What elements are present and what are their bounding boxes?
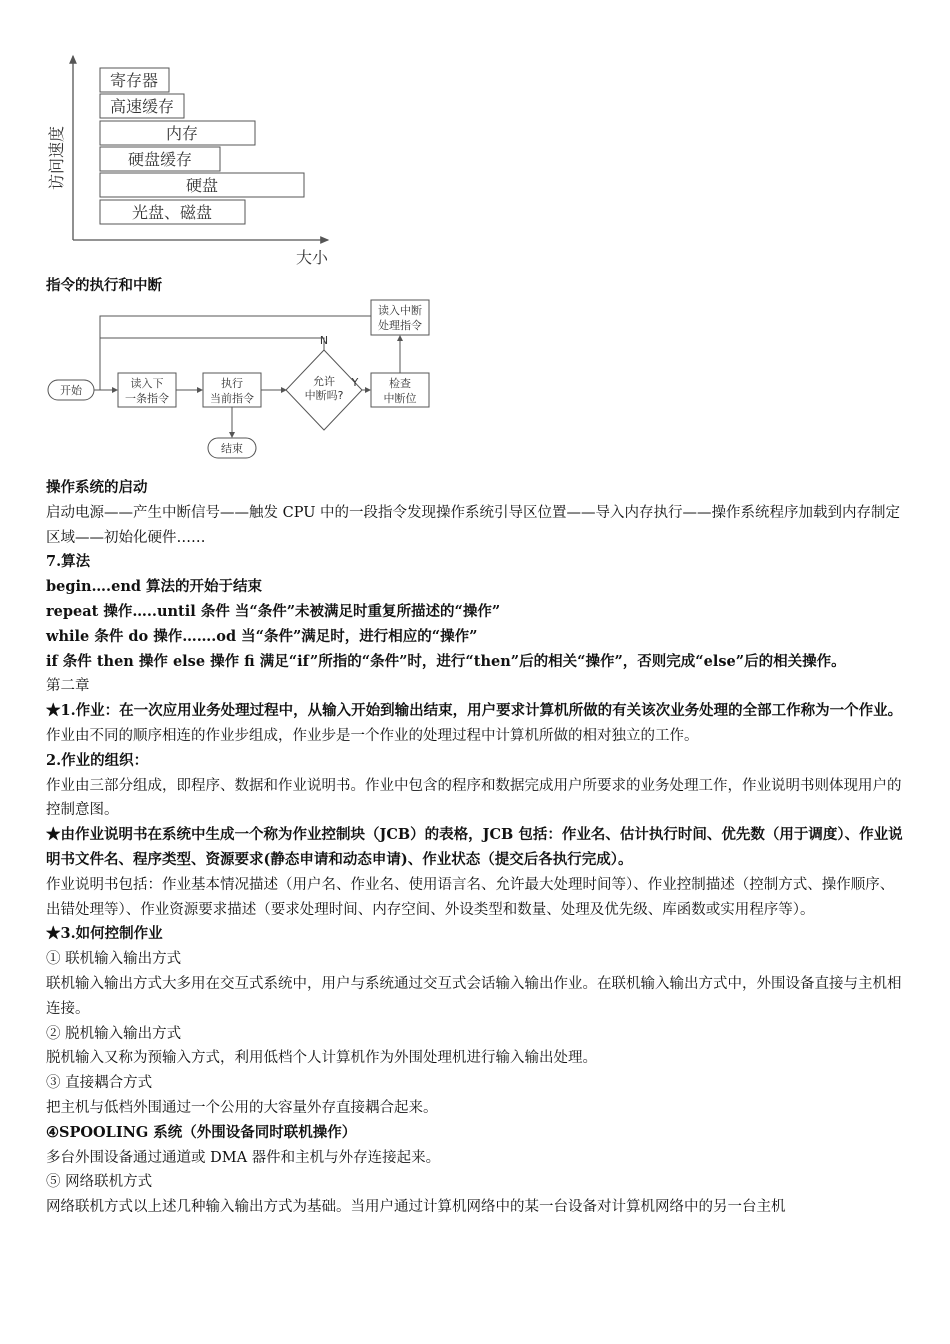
paragraph: 把主机与低档外围通过一个公用的大容量外存直接耦合起来。 — [46, 1099, 438, 1116]
flowchart-heading: 指令的执行和中断 — [46, 277, 162, 294]
bar-disk-cache-label: 硬盘缓存 — [127, 150, 193, 169]
section-heading: ★3.如何控制作业 — [46, 925, 163, 943]
node-execute-l2: 当前指令 — [210, 392, 254, 405]
node-read-handler-l2: 处理指令 — [378, 319, 422, 332]
paragraph: 联机输入输出方式大多用在交互式系统中，用户与系统通过交互式会话输入输出作业。在联机输入输出方式中，外围设备直接与主机相连接。 — [46, 975, 902, 1017]
subsection-heading: ④SPOOLING 系统（外围设备同时联机操作） — [46, 1123, 357, 1141]
paragraph: while 条件 do 操作…….od 当“条件”满足时，进行相应的“操作” — [46, 627, 478, 645]
paragraph: ★由作业说明书在系统中生成一个称为作业控制块（JCB）的表格，JCB 包括：作业名、估计执行时间、优先数（用于调度）、作业说明书文件名、程序类型、资源要求(静态申请和动态申请)、作业状态（提交后各执行完成）。 — [46, 826, 903, 868]
paragraph: 作业由三部分组成，即程序、数据和作业说明书。作业中包含的程序和数据完成用户所要求的业务处理工作，作业说明书则体现用户的控制意图。 — [46, 777, 902, 819]
document-body — [46, 476, 906, 1220]
bar-disk-label: 硬盘 — [185, 176, 219, 195]
node-start-label: 开始 — [60, 384, 82, 397]
interrupt-flowchart — [40, 296, 450, 464]
node-check-l2: 中断位 — [383, 392, 417, 405]
node-allow-l2: 中断吗? — [304, 389, 344, 402]
bar-memory-label: 内存 — [165, 124, 199, 143]
subsection-heading: ① 联机输入输出方式 — [46, 951, 182, 968]
paragraph: begin….end 算法的开始于结束 — [46, 578, 263, 596]
node-read-handler-l1: 读入中断 — [378, 304, 422, 317]
node-read-next-l1: 读入下 — [130, 377, 164, 390]
node-end-label: 结束 — [221, 442, 243, 455]
y-axis-label: 访问速度 — [47, 125, 66, 191]
subsection-heading: ③ 直接耦合方式 — [46, 1075, 153, 1092]
node-read-next-l2: 一条指令 — [125, 392, 169, 405]
paragraph: if 条件 then 操作 else 操作 fi 满足“if”所指的“条件”时，进行“then”后的相关“操作”，否则完成“else”后的相关操作。 — [46, 652, 846, 670]
paragraph: 网络联机方式以上述几种输入输出方式为基础。当用户通过计算机网络中的某一台设备对计算机网络中的另一台主机 — [46, 1199, 786, 1216]
bar-cache-label: 高速缓存 — [109, 97, 175, 116]
subsection-heading: ⑤ 网络联机方式 — [46, 1174, 153, 1191]
section-heading: 2.作业的组织： — [46, 751, 149, 769]
subsection-heading: ② 脱机输入输出方式 — [46, 1025, 182, 1042]
paragraph: 作业由不同的顺序相连的作业步组成，作业步是一个作业的处理过程中计算机所做的相对独立的工作。 — [46, 727, 699, 744]
paragraph: ★1.作业：在一次应用业务处理过程中，从输入开始到输出结束，用户要求计算机所做的有关该次业务处理的全部工作称为一个作业。 — [46, 702, 903, 720]
paragraph: 脱机输入又称为预输入方式，利用低档个人计算机作为外围处理机进行输入输出处理。 — [46, 1050, 597, 1067]
paragraph: repeat 操作…..until 条件 当“条件”未被满足时重复所描述的“操作” — [46, 602, 501, 620]
label-y: Y — [351, 376, 359, 389]
chapter-heading: 第二章 — [46, 678, 90, 695]
label-n: N — [319, 334, 329, 347]
paragraph: 多台外围设备通过通道或 DMA 器件和主机与外存连接起来。 — [46, 1149, 441, 1166]
bar-register-label: 寄存器 — [109, 71, 159, 90]
section-algorithm-heading: 7.算法 — [46, 553, 91, 571]
node-allow-l1: 允许 — [313, 375, 335, 388]
section-os-boot-heading: 操作系统的启动 — [46, 479, 148, 496]
storage-hierarchy-figure — [40, 50, 340, 272]
paragraph: 启动电源——产生中断信号——触发 CPU 中的一段指令发现操作系统引导区位置——导入内存执行——操作系统程序加载到内存制定区域——初始化硬件…… — [46, 504, 901, 546]
node-check-l1: 检查 — [389, 377, 411, 390]
paragraph: 作业说明书包括：作业基本情况描述（用户名、作业名、使用语言名、允许最大处理时间等）、作业控制描述（控制方式、操作顺序、出错处理等）、作业资源要求描述（要求处理时间、内存空间、外设类型和数量、处理及优先级、库函数或实用程序等）。 — [46, 876, 895, 918]
node-execute-l1: 执行 — [221, 377, 243, 390]
bar-optical-label: 光盘、磁盘 — [131, 203, 213, 222]
x-axis-label: 大小 — [295, 248, 329, 267]
